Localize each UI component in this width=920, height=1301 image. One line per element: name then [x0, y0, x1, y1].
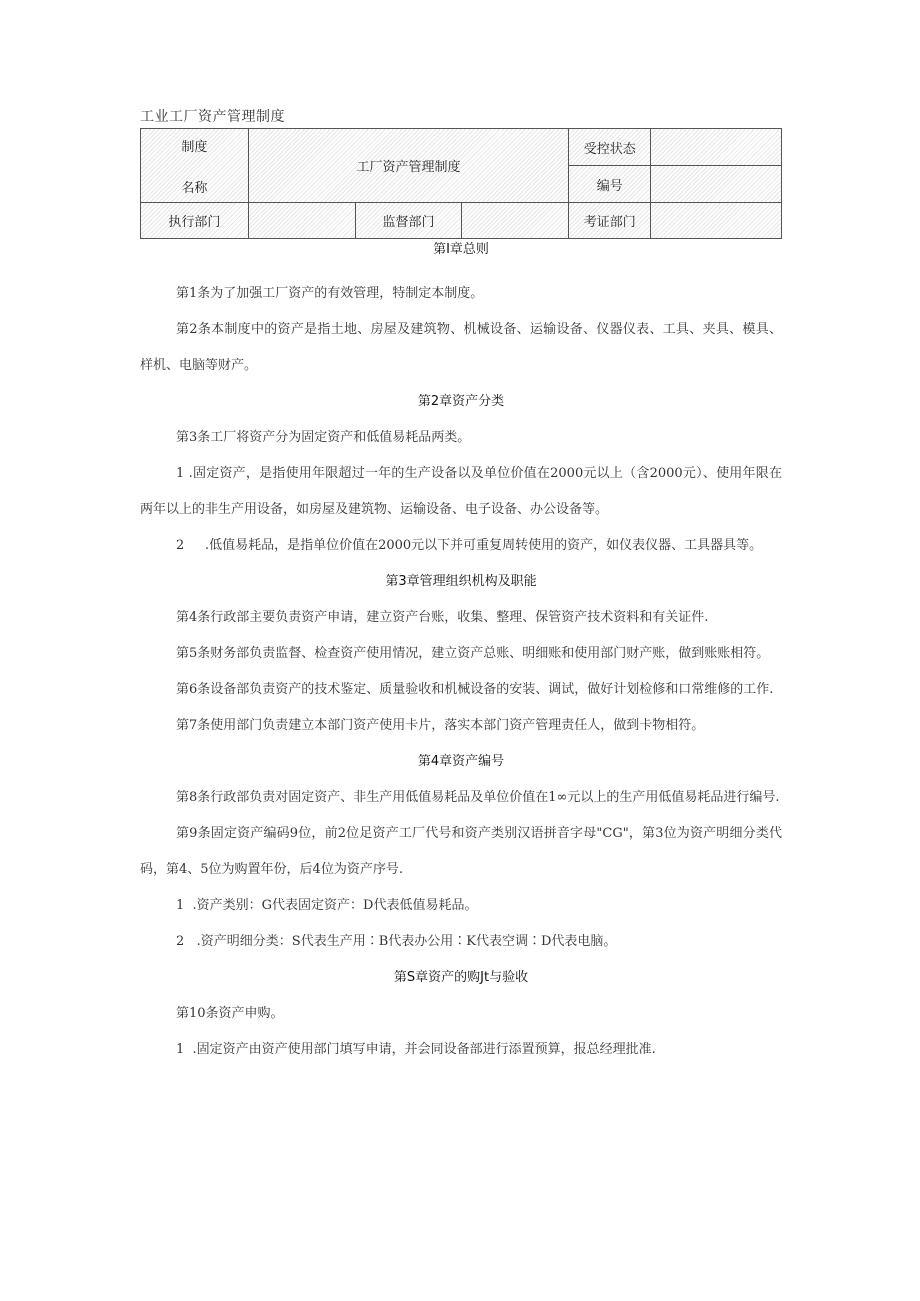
article-10: 第10条资产申购。: [176, 1006, 284, 1021]
supervise-dept-value: [462, 203, 569, 239]
document-title: 工业工厂资产管理制度: [140, 109, 285, 125]
list-item: 1 .资产类别：G代表固定资产：D代表低值易耗品。: [176, 898, 478, 913]
policy-info-table: [140, 128, 782, 239]
control-status-value: [651, 129, 782, 166]
chapter-heading: 第3章管理组织机构及职能: [385, 574, 537, 589]
list-item: 1 .固定资产由资产使用部门填写申请，并会同设备部进行添置预算，报总经理批准.: [176, 1042, 656, 1057]
chapter-heading: 第2章资产分类: [417, 394, 505, 409]
article-5: 第5条财务部负责监督、检查资产使用情况，建立资产总账、明细账和使用部门财产账，做到账账相符。: [176, 646, 770, 661]
policy-name-value: 工厂资产管理制度: [248, 129, 568, 203]
number-value: [651, 166, 782, 203]
control-status-label: 受控状态: [569, 129, 651, 166]
article-9: 第9条固定资产编码9位，前2位足资产工厂代号和资产类别汉语拼音字母"CG"，第3位为资产明细分类代码，第4、5位为购置年份，后4位为资产序号.: [140, 826, 782, 877]
verify-dept-label: 考证部门: [569, 203, 651, 239]
article-2: 第2条本制度中的资产是指土地、房屋及建筑物、机械设备、运输设备、仪器仪表、工具、夹具、模具、样机、电脑等财产。: [140, 322, 782, 373]
policy-name-label-bottom: 名称: [181, 180, 208, 196]
list-item: 2 .低值易耗品，是指单位价值在2000元以下并可重复周转使用的资产，如仪表仪器、工具器具等。: [176, 538, 763, 553]
number-label: 编号: [569, 166, 651, 203]
document-body: [140, 240, 782, 1068]
policy-name-label-top: 制度: [181, 139, 208, 155]
article-8: 第8条行政部负责对固定资产、非生产用低值易耗品及单位价值在1∞元以上的生产用低值易耗品进行编号.: [176, 790, 780, 805]
chapter-heading: 第S章资产的购Jt与验收: [393, 970, 529, 985]
exec-dept-value: [248, 203, 355, 239]
policy-name-label-cell: [141, 129, 249, 203]
verify-dept-value: [651, 203, 782, 239]
article-6: 第6条设备部负责资产的技术鉴定、质量验收和机械设备的安装、调试，做好计划检修和口常维修的工作.: [176, 682, 774, 697]
article-7: 第7条使用部门负责建立本部门资产使用卡片，落实本部门资产管理责任人，做到卡物相符。: [176, 718, 705, 733]
chapter-heading: 第4章资产编号: [417, 754, 505, 769]
article-1: 第1条为了加强工厂资产的有效管理，特制定本制度。: [176, 286, 484, 301]
list-item: 2 .资产明细分类：S代表生产用∶B代表办公用∶K代表空调∶D代表电脑。: [176, 934, 617, 949]
supervise-dept-label: 监督部门: [355, 203, 462, 239]
chapter-heading: 第I章总则: [433, 242, 489, 257]
exec-dept-label: 执行部门: [141, 203, 249, 239]
list-item: 1 .固定资产，是指使用年限超过一年的生产设备以及单位价值在2000元以上（含2000元）、使用年限在两年以上的非生产用设备，如房屋及建筑物、运输设备、电子设备、办公设备等。: [140, 466, 782, 517]
article-4: 第4条行政部主要负责资产申请，建立资产台账，收集、整理、保管资产技术资料和有关证件.: [176, 610, 709, 625]
article-3: 第3条工厂将资产分为固定资产和低值易耗品两类。: [176, 430, 471, 445]
